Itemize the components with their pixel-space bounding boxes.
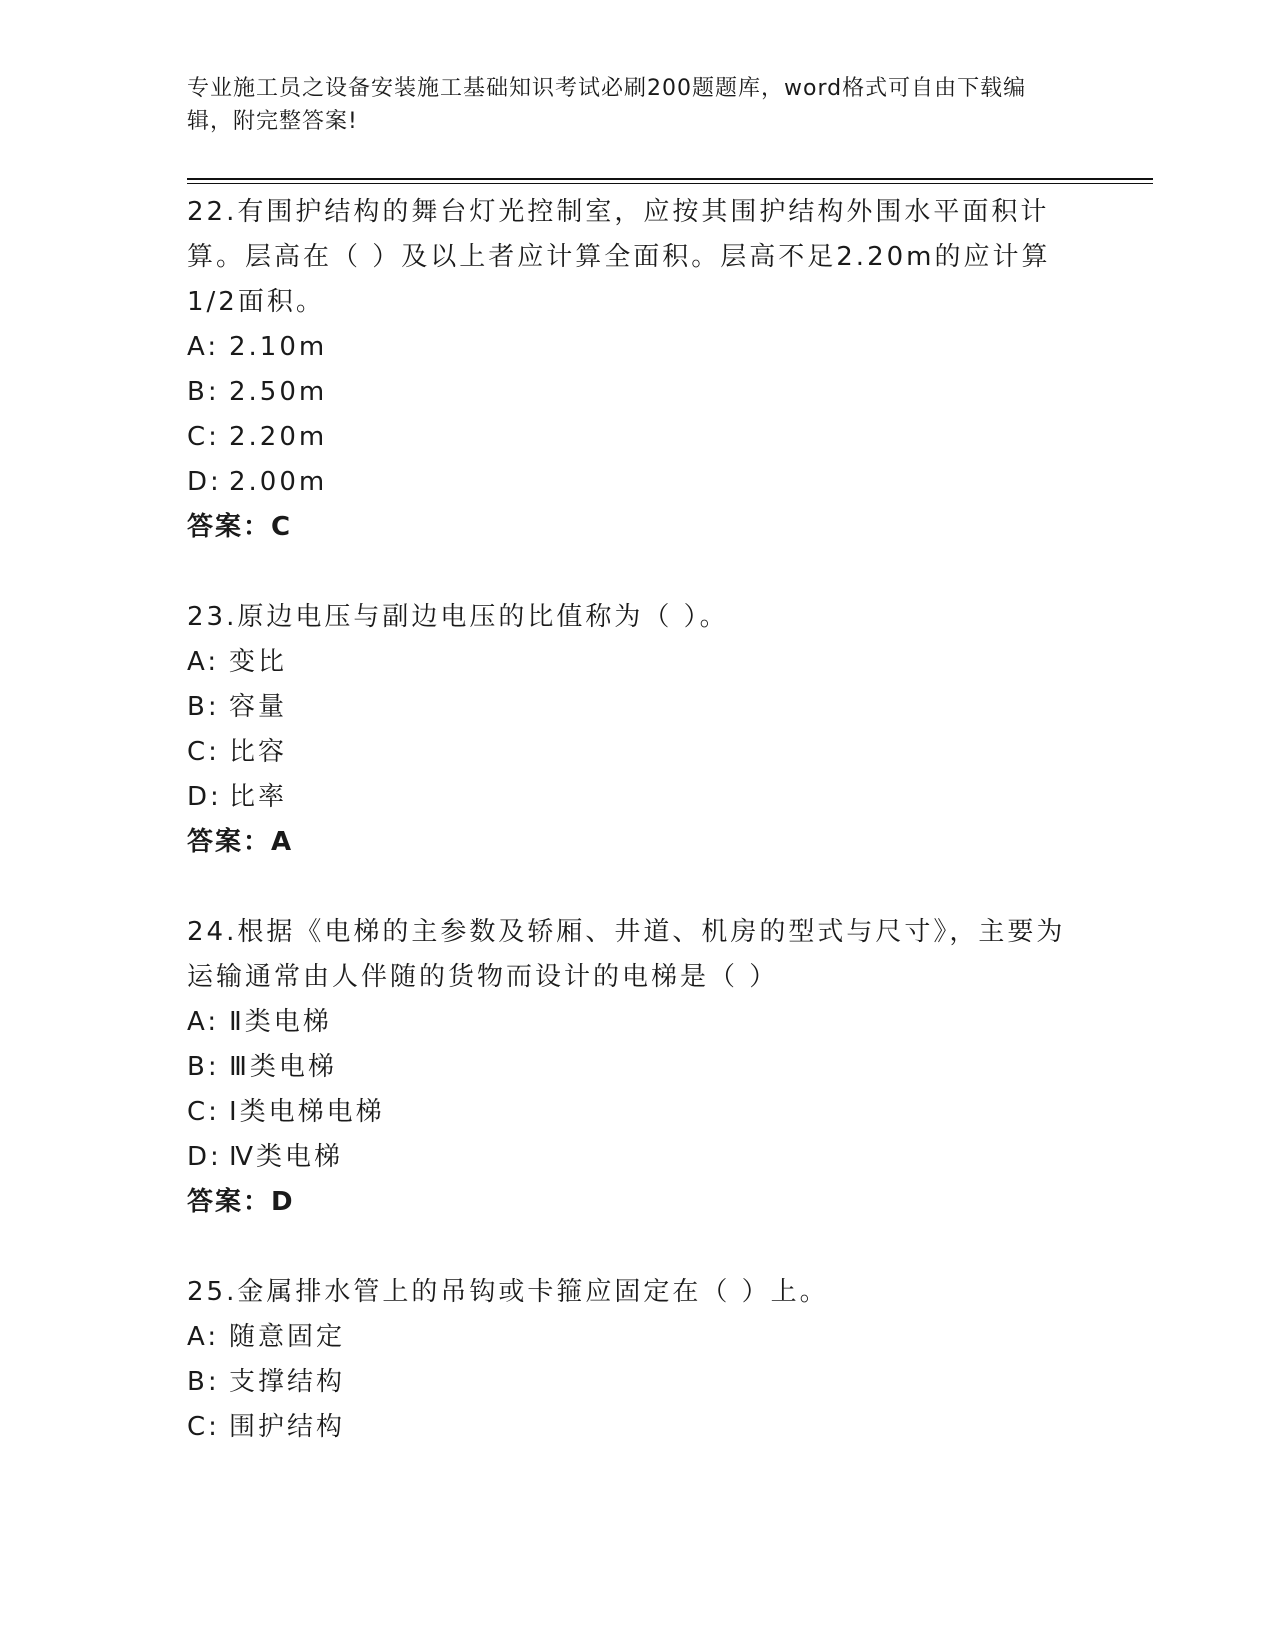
question-number: 25. [187, 1277, 238, 1307]
option-letter: B: [187, 1052, 220, 1082]
option-text: 容量 [229, 692, 288, 722]
question-list [187, 190, 1087, 1495]
answer-line: 答案：D [187, 1187, 295, 1217]
question-text: 根据《电梯的主参数及轿厢、井道、机房的型式与尺寸》，主要为运输通常由人伴随的货物而设计的电梯是（ ） [187, 917, 1066, 992]
option-c [187, 415, 1087, 460]
option-text: 支撑结构 [229, 1367, 346, 1397]
option-letter: C: [187, 1412, 220, 1442]
option-letter: B: [187, 692, 220, 722]
option-d [187, 460, 1087, 505]
option-c [187, 1405, 1087, 1450]
question-text: 原边电压与副边电压的比值称为（ ）。 [237, 602, 729, 632]
option-letter: D: [187, 1142, 222, 1172]
option-b [187, 370, 1087, 415]
question-stem [187, 1270, 1087, 1315]
option-text: Ⅰ类电梯电梯 [229, 1097, 385, 1127]
option-text: 2.20m [229, 422, 328, 452]
option-text: 围护结构 [229, 1412, 346, 1442]
option-text: Ⅲ类电梯 [229, 1052, 337, 1082]
option-b [187, 1360, 1087, 1405]
question-23 [187, 595, 1087, 865]
option-letter: B: [187, 1367, 220, 1397]
option-a [187, 640, 1087, 685]
option-letter: A: [187, 1322, 220, 1352]
option-text: 比容 [229, 737, 288, 767]
question-text: 有围护结构的舞台灯光控制室，应按其围护结构外围水平面积计算。层高在（ ）及以上者应计算全面积。层高不足2.20m的应计算1/2面积。 [187, 197, 1051, 317]
option-text: 2.50m [229, 377, 328, 407]
header-divider-thick [187, 178, 1153, 180]
question-25 [187, 1270, 1087, 1450]
question-number: 23. [187, 602, 238, 632]
option-text: Ⅱ类电梯 [229, 1007, 332, 1037]
option-a [187, 1000, 1087, 1045]
option-letter: A: [187, 647, 220, 677]
option-letter: C: [187, 1097, 220, 1127]
option-letter: D: [187, 467, 222, 497]
option-a [187, 1315, 1087, 1360]
question-22 [187, 190, 1087, 550]
option-letter: C: [187, 422, 220, 452]
question-stem [187, 595, 1087, 640]
option-b [187, 685, 1087, 730]
option-d [187, 1135, 1087, 1180]
option-text: 随意固定 [229, 1322, 346, 1352]
question-text: 金属排水管上的吊钩或卡箍应固定在（ ）上。 [237, 1277, 829, 1307]
answer-line: 答案：A [187, 827, 294, 857]
question-stem [187, 190, 1087, 325]
option-text: 2.10m [229, 332, 328, 362]
page-header: 专业施工员之设备安装施工基础知识考试必刷200题题库，word格式可自由下载编辑，附完整答案! [187, 76, 1027, 134]
question-number: 22. [187, 197, 238, 227]
option-a [187, 325, 1087, 370]
option-c [187, 730, 1087, 775]
option-letter: A: [187, 332, 220, 362]
answer-line: 答案：C [187, 512, 293, 542]
option-d [187, 775, 1087, 820]
option-text: 2.00m [229, 467, 328, 497]
option-letter: C: [187, 737, 220, 767]
question-24 [187, 910, 1087, 1225]
question-stem [187, 910, 1087, 1000]
option-letter: B: [187, 377, 220, 407]
option-text: 变比 [229, 647, 288, 677]
option-letter: A: [187, 1007, 220, 1037]
option-letter: D: [187, 782, 222, 812]
question-number: 24. [187, 917, 238, 947]
option-text: Ⅳ类电梯 [229, 1142, 343, 1172]
option-c [187, 1090, 1087, 1135]
option-b [187, 1045, 1087, 1090]
header-divider-thin [187, 183, 1153, 184]
option-text: 比率 [229, 782, 288, 812]
